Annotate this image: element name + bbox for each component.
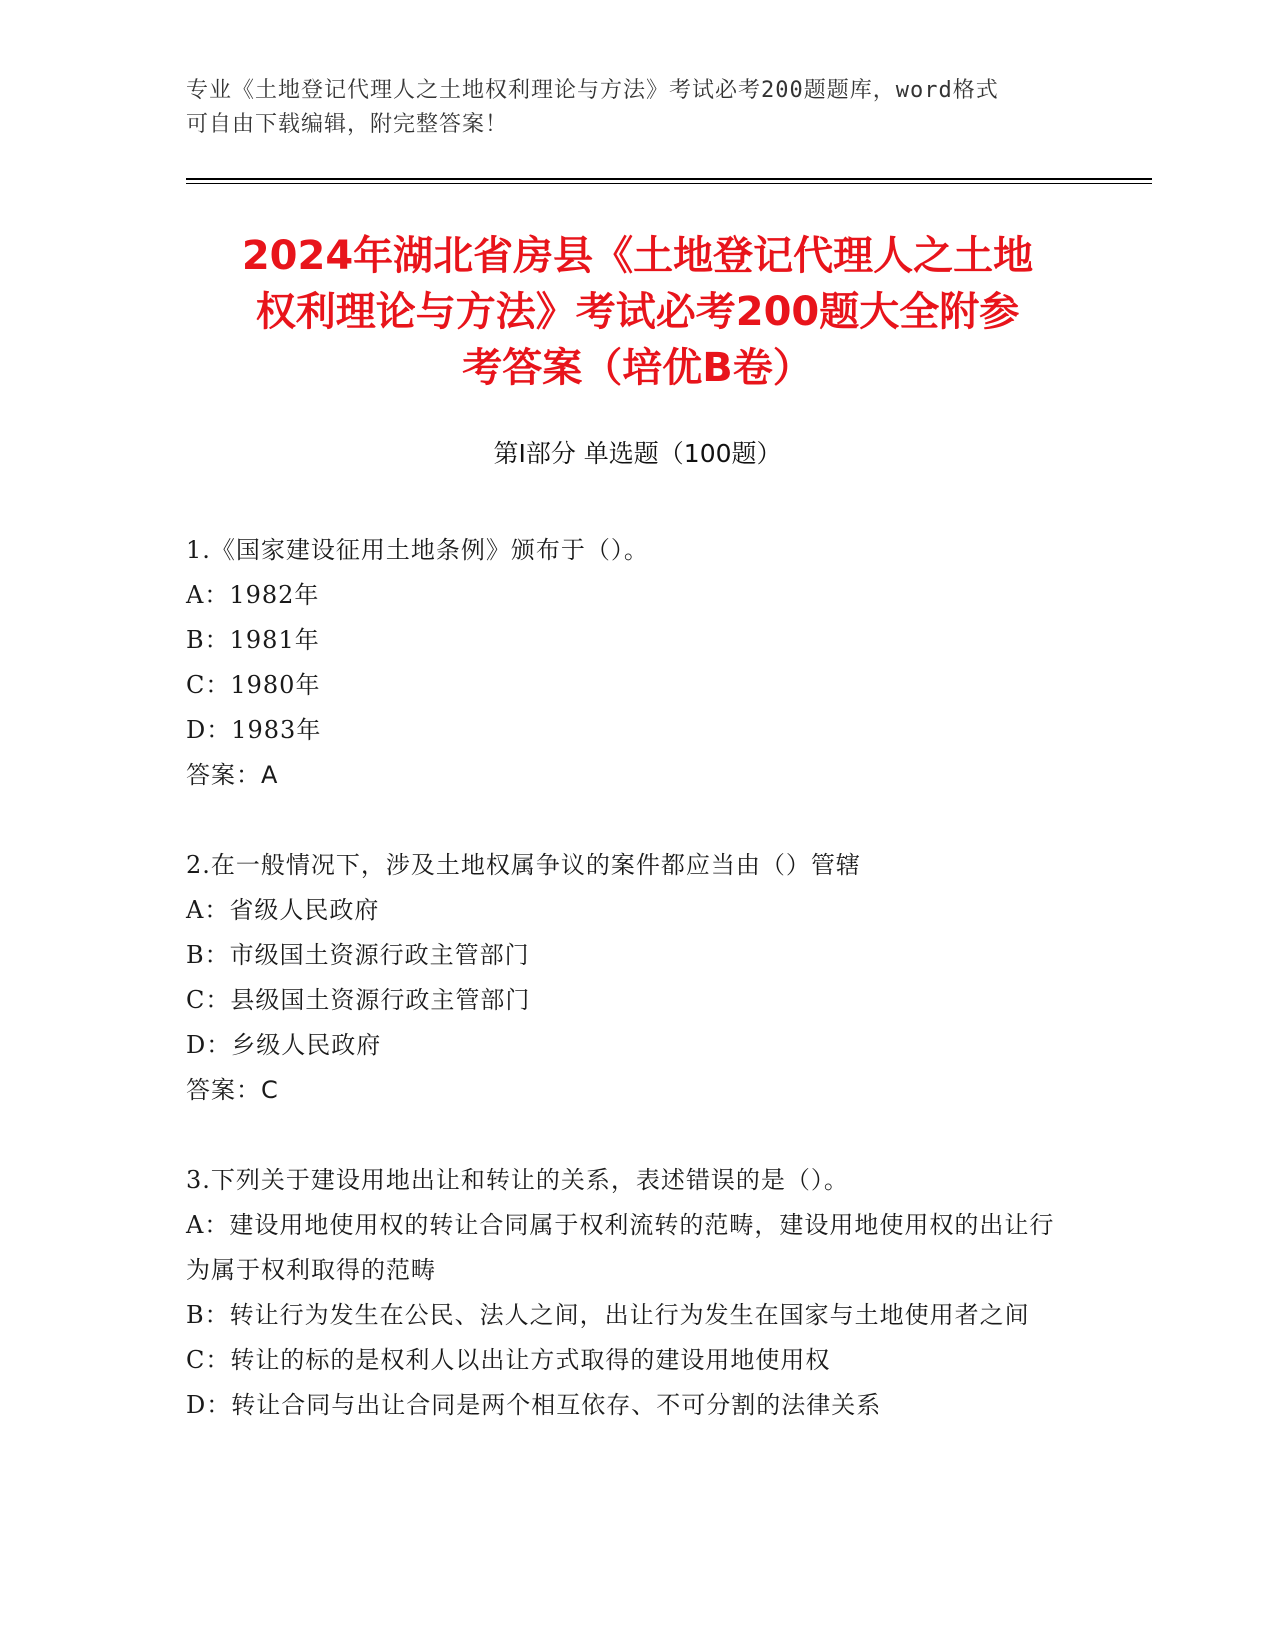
document-title-line-2: 权利理论与方法》考试必考200题大全附参: [255, 289, 1020, 335]
option-b: B：转让行为发生在公民、法人之间，出让行为发生在国家与土地使用者之间: [186, 1301, 1030, 1329]
question-text: 3.下列关于建设用地出让和转让的关系，表述错误的是（）。: [186, 1166, 849, 1194]
document-title: [150, 228, 1125, 396]
question-2: [186, 843, 1086, 1113]
header-note-line-1: 专业《土地登记代理人之土地权利理论与方法》考试必考200题题库，word格式: [186, 78, 999, 103]
question-list: [186, 528, 1086, 1473]
option-c: C：县级国土资源行政主管部门: [186, 986, 531, 1014]
option-d: D：乡级人民政府: [186, 1031, 382, 1059]
section-title: 第Ⅰ部分 单选题（100题）: [493, 439, 782, 468]
question-text: 2.在一般情况下，涉及土地权属争议的案件都应当由（）管辖: [186, 851, 861, 879]
header-divider-thick: [186, 178, 1152, 180]
question-3: [186, 1158, 1086, 1428]
option-b: B：市级国土资源行政主管部门: [186, 941, 530, 969]
answer: 答案：A: [186, 761, 279, 789]
option-a: A：1982年: [186, 581, 320, 609]
header-note: [186, 74, 1086, 142]
answer: 答案：C: [186, 1076, 279, 1104]
header-divider-thin: [186, 183, 1152, 184]
document-title-line-3: 考答案（培优B卷）: [462, 345, 813, 391]
option-b: B：1981年: [186, 626, 320, 654]
option-c: C：1980年: [186, 671, 321, 699]
header-note-line-2: 可自由下载编辑，附完整答案！: [186, 112, 509, 137]
option-d: D：1983年: [186, 716, 322, 744]
option-a: A：省级人民政府: [186, 896, 380, 924]
option-c: C：转让的标的是权利人以出让方式取得的建设用地使用权: [186, 1346, 831, 1374]
option-a: A：建设用地使用权的转让合同属于权利流转的范畴，建设用地使用权的出让行为属于权利取得的范畴: [186, 1211, 1055, 1284]
question-1: [186, 528, 1086, 798]
question-text: 1.《国家建设征用土地条例》颁布于（）。: [186, 536, 649, 564]
option-d: D：转让合同与出让合同是两个相互依存、不可分割的法律关系: [186, 1391, 882, 1419]
document-title-line-1: 2024年湖北省房县《土地登记代理人之土地: [241, 233, 1034, 279]
